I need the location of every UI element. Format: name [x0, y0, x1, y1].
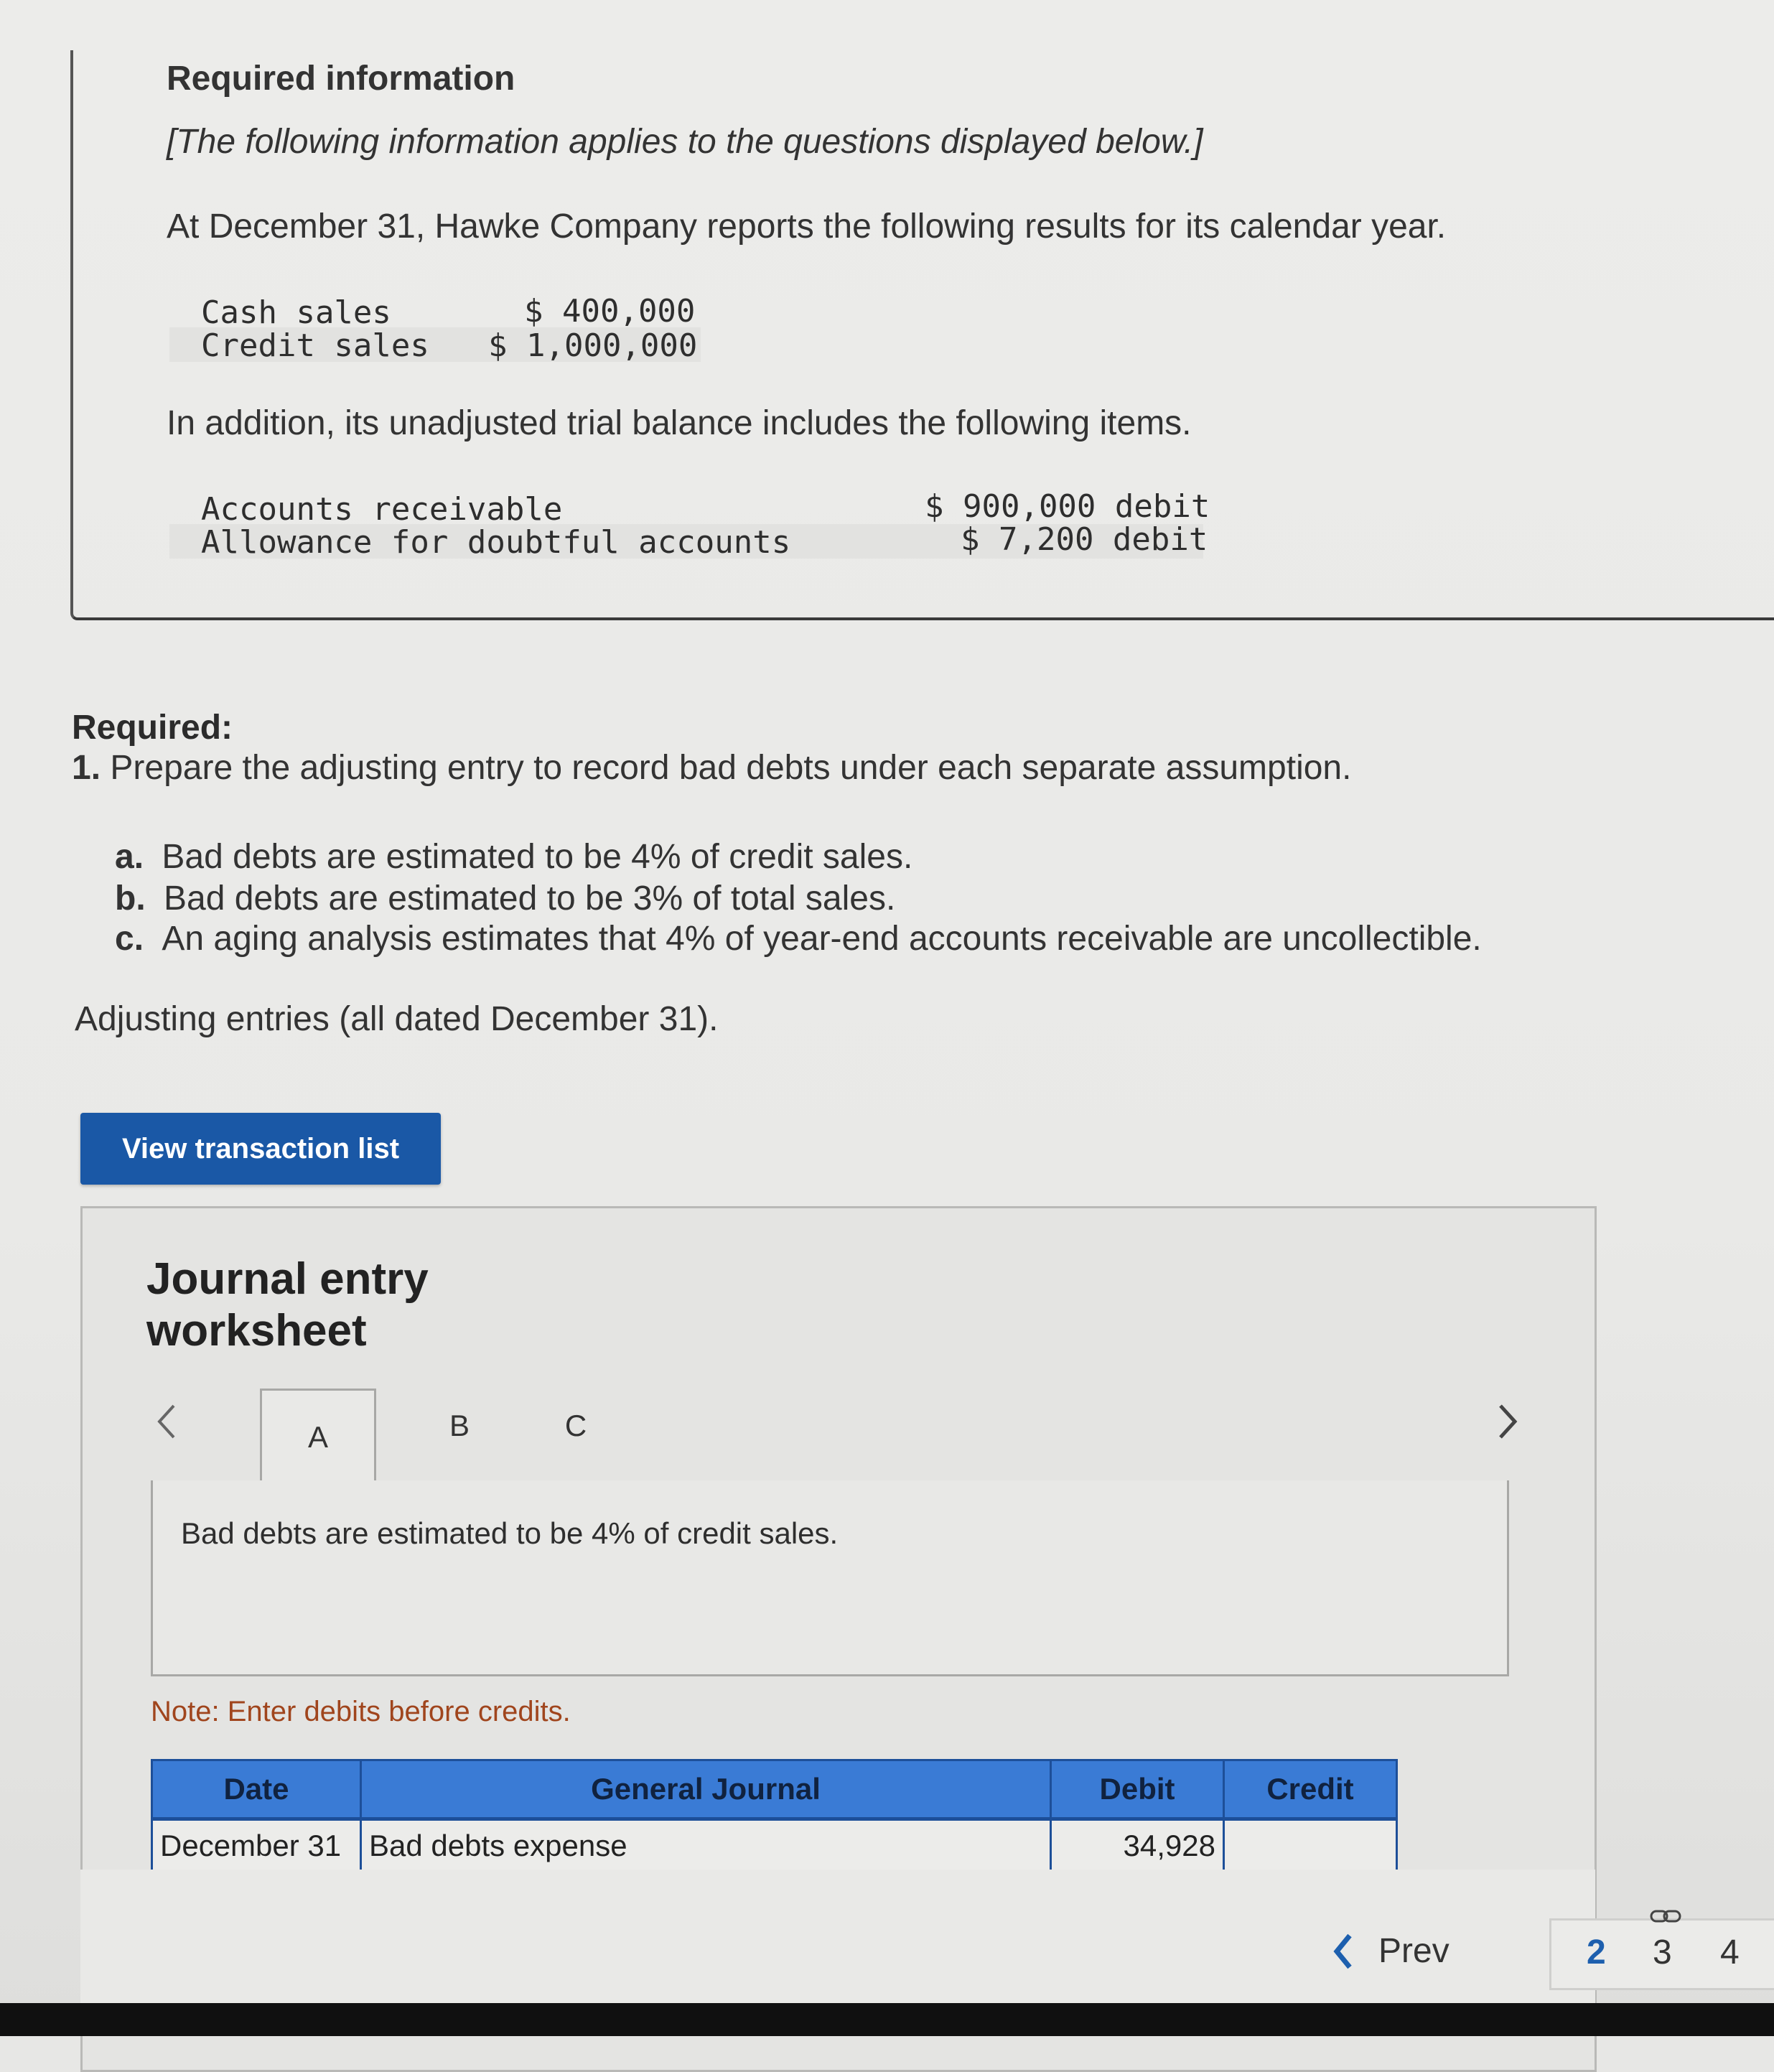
trial-label-allowance: Allowance for doubtful accounts — [201, 524, 791, 561]
sales-value-cash: $ 400,000 — [524, 293, 696, 330]
link-icon — [1648, 1905, 1683, 1927]
table-row — [152, 1819, 1397, 1872]
row-debit-input[interactable]: 34,928 — [1051, 1819, 1224, 1872]
entry-note: Note: Enter debits before credits. — [151, 1696, 571, 1727]
adjusting-note: Adjusting entries (all dated December 31). — [75, 1000, 719, 1038]
next-tab-chevron-icon[interactable] — [1493, 1400, 1522, 1443]
footer-area — [80, 1870, 1595, 2003]
required-question — [72, 748, 1351, 788]
journal-table — [151, 1759, 1398, 1873]
screen-bezel — [0, 2003, 1774, 2036]
prev-button[interactable]: Prev — [1378, 1932, 1449, 1970]
item-letter: b. — [115, 879, 146, 918]
trial-label-ar: Accounts receivable — [201, 491, 563, 528]
entry-description-box — [151, 1480, 1509, 1676]
tab-a[interactable]: A — [260, 1389, 376, 1484]
view-transaction-list-button[interactable]: View transaction list — [80, 1113, 441, 1185]
item-text: Bad debts are estimated to be 3% of total sales. — [164, 879, 896, 918]
question-number: 1. — [72, 749, 101, 787]
sales-label-credit: Credit sales — [201, 327, 429, 364]
worksheet-title — [146, 1254, 429, 1357]
worksheet-title-line2: worksheet — [146, 1306, 367, 1355]
question-text: Prepare the adjusting entry to record bad debts under each separate assumption. — [110, 749, 1352, 787]
info-note: [The following information applies to the questions displayed below.] — [167, 123, 1203, 161]
row-account-input[interactable]: Bad debts expense — [361, 1819, 1051, 1872]
item-letter: c. — [115, 920, 144, 958]
page-4[interactable]: 4 — [1720, 1933, 1740, 1971]
journal-header-row — [152, 1760, 1397, 1819]
trial-value-allowance: $ 7,200 debit — [961, 521, 1208, 558]
trial-value-ar: $ 900,000 debit — [925, 488, 1210, 525]
header-debit: Debit — [1051, 1760, 1224, 1819]
prev-tab-chevron-icon[interactable] — [152, 1400, 181, 1443]
page-2[interactable]: 2 — [1587, 1933, 1606, 1971]
required-item-a — [115, 837, 912, 877]
page-3[interactable]: 3 — [1653, 1933, 1672, 1971]
header-date: Date — [152, 1760, 361, 1819]
entry-description: Bad debts are estimated to be 4% of credit sales. — [181, 1516, 839, 1550]
row-credit-input[interactable] — [1224, 1819, 1397, 1872]
required-item-b — [115, 879, 895, 918]
worksheet-title-line1: Journal entry — [146, 1254, 429, 1304]
tab-c[interactable]: C — [564, 1409, 587, 1442]
tab-b[interactable]: B — [449, 1409, 470, 1442]
item-text: An aging analysis estimates that 4% of year-end accounts receivable are uncollectible. — [162, 920, 1482, 958]
row-date: December 31 — [152, 1819, 361, 1872]
prev-chevron-icon[interactable] — [1330, 1931, 1358, 1971]
sales-value-credit: $ 1,000,000 — [488, 327, 698, 364]
required-item-c — [115, 919, 1482, 958]
trial-intro: In addition, its unadjusted trial balance includes the following items. — [167, 404, 1192, 442]
sales-label-cash: Cash sales — [201, 294, 391, 331]
item-letter: a. — [115, 838, 144, 876]
item-text: Bad debts are estimated to be 4% of credit sales. — [162, 838, 913, 876]
required-label: Required: — [72, 709, 233, 747]
header-general-journal: General Journal — [361, 1760, 1051, 1819]
info-heading: Required information — [167, 60, 515, 98]
info-intro: At December 31, Hawke Company reports the following results for its calendar year. — [167, 207, 1447, 246]
header-credit: Credit — [1224, 1760, 1397, 1819]
